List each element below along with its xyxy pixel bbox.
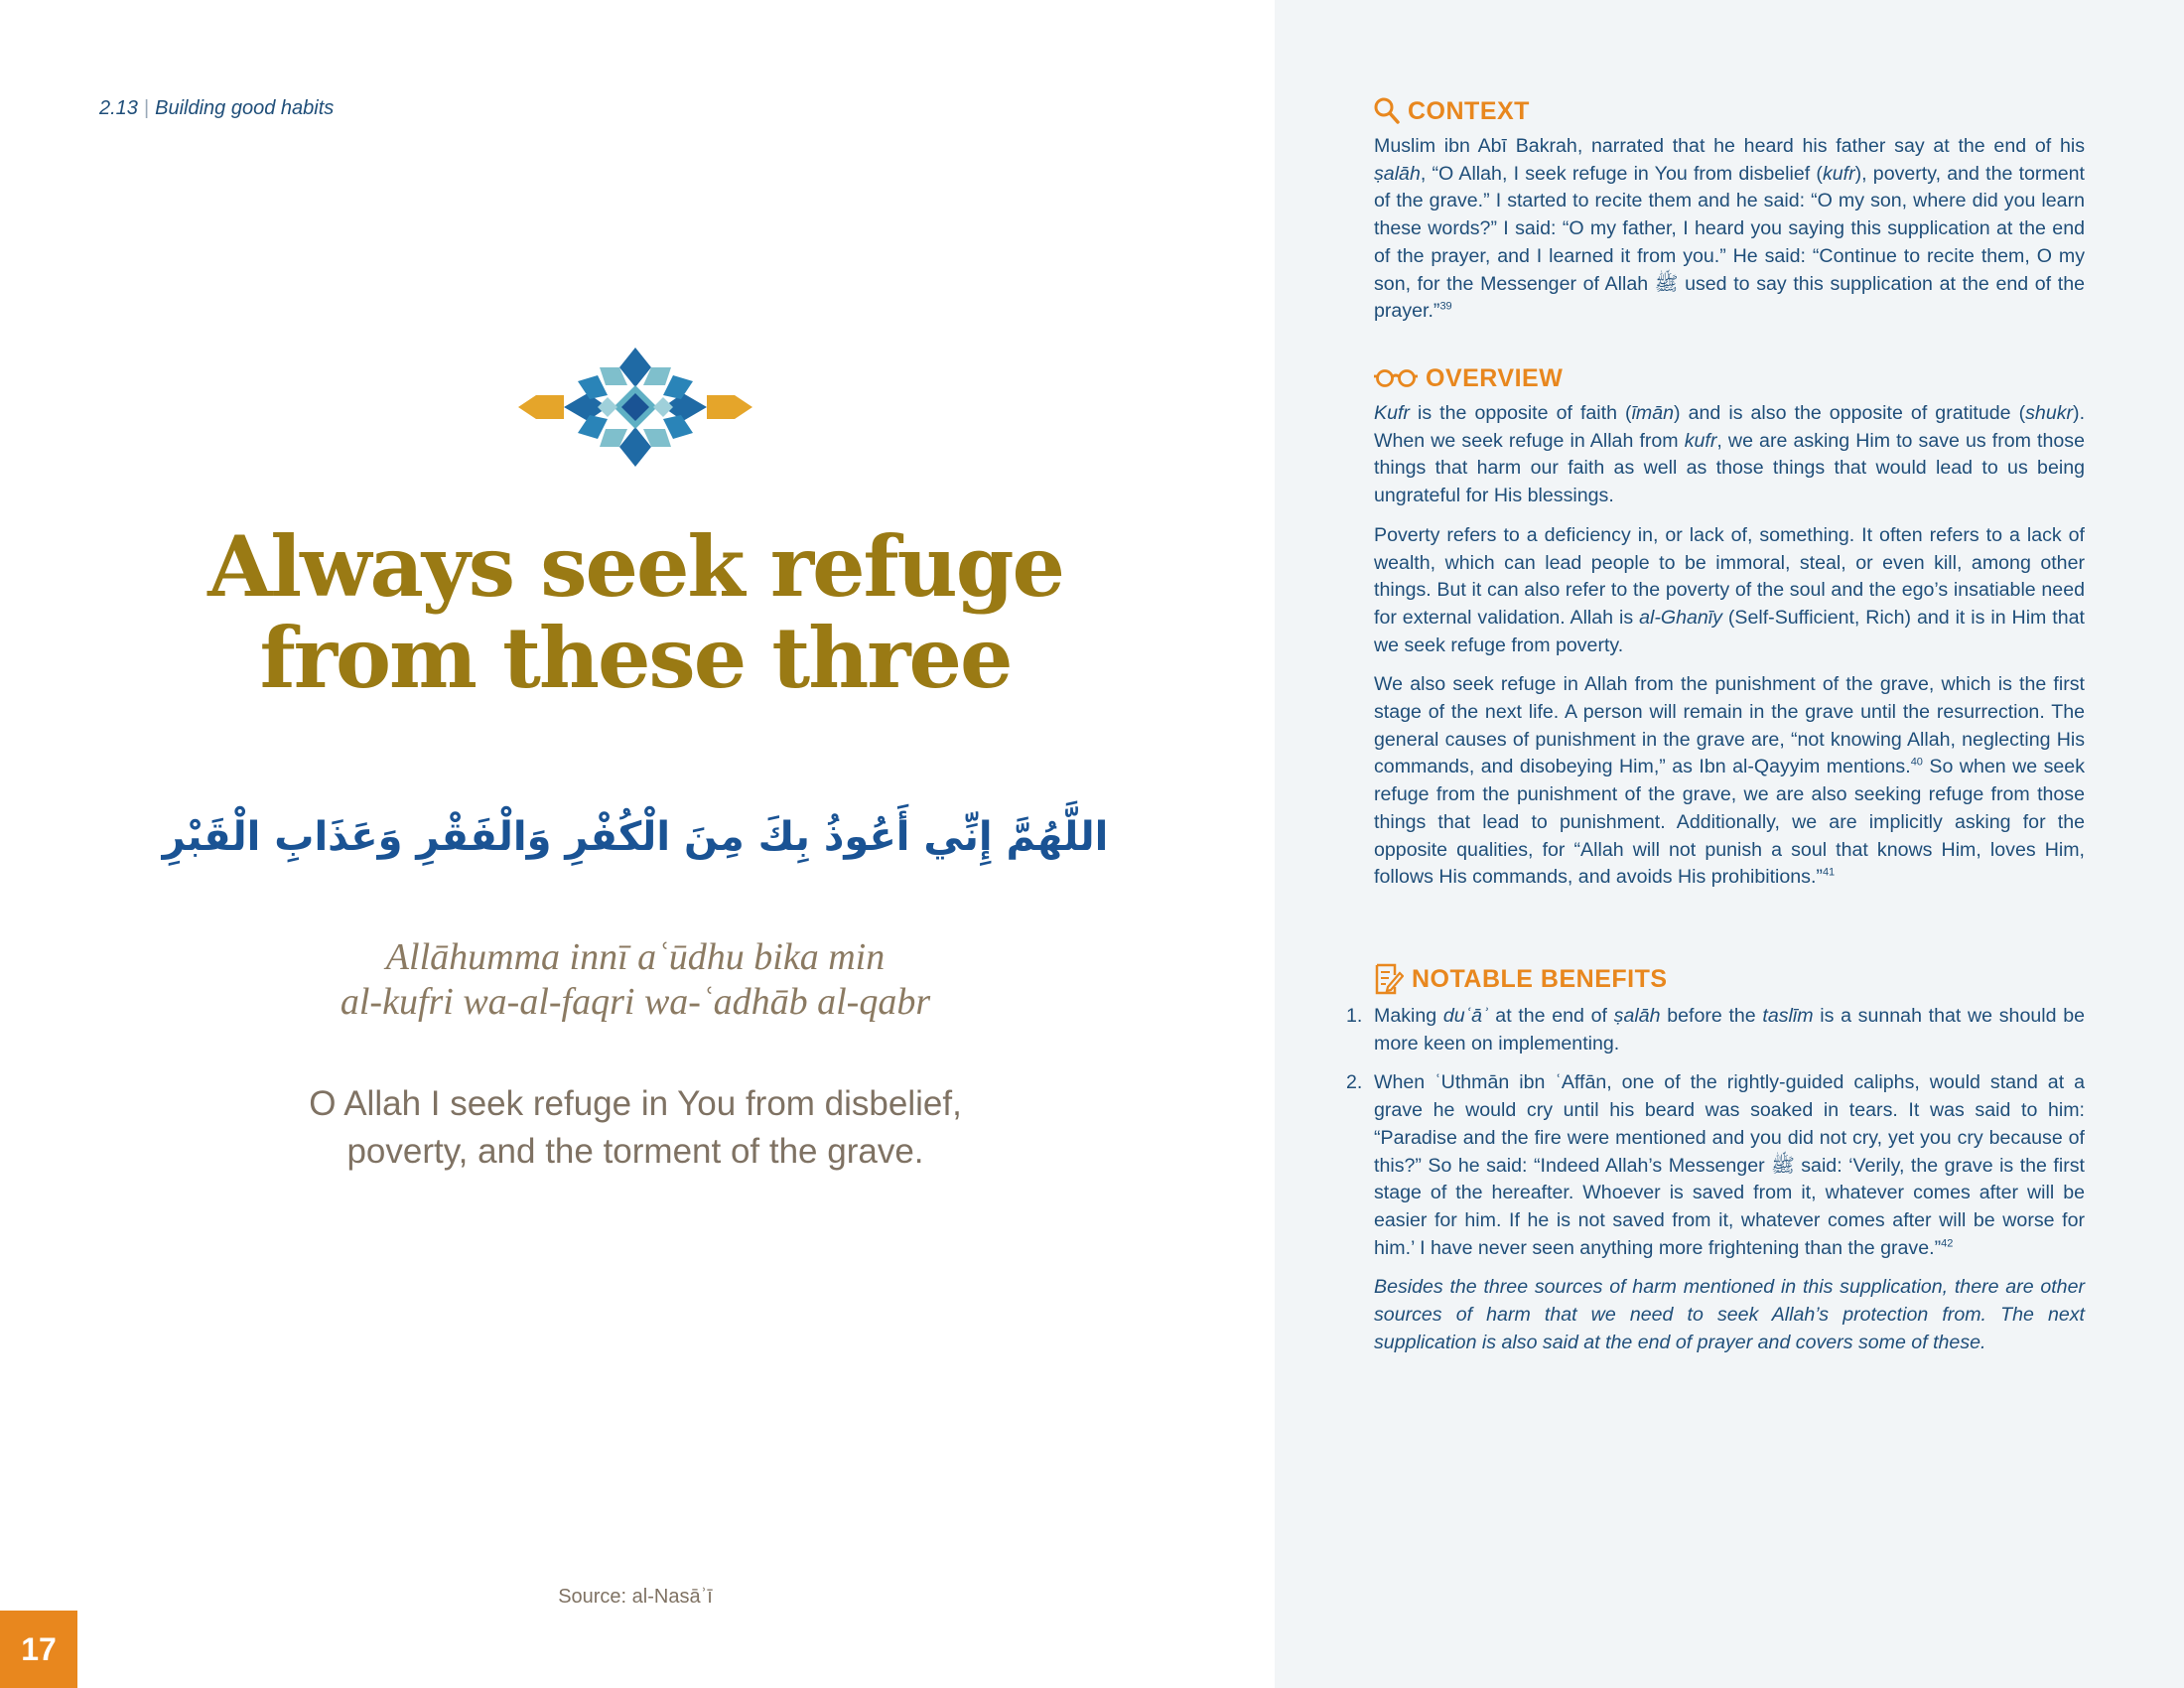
- page-title: [159, 517, 1112, 707]
- separator: |: [143, 97, 150, 119]
- notepad-icon: [1374, 963, 1404, 995]
- title-line-1: Always seek refuge: [207, 517, 1063, 616]
- overview-heading: OVERVIEW: [1426, 363, 1564, 392]
- magnifier-icon: [1374, 97, 1400, 125]
- geometric-ornament-icon: [516, 348, 754, 467]
- benefits-header: [1374, 963, 2085, 995]
- overview-paragraph-3: We also seek refuge in Allah from the punishment of the grave, which is the first stage of the next life. A person will remain in the grave until the resurrection. The general causes of punishment in the grave are, “not knowing Allah, neglecting His commands, and disobeying Him,” as Ibn al-Qayyim mentions.$^{40}$ So when we seek refuge from the punishment of the grave, we are also seeking refuge from those things that lead to punishment. Additionally, we are implicitly asking for the opposite qualities, for “Allah will not punish a soul that knows Him, loves Him, follows His commands, and avoids His prohibitions.”$^{41}$: [1374, 673, 2085, 889]
- list-item: 2. When ʿUthmān ibn ʿAffān, one of the rightly-guided caliphs, would stand at a grave he would cry until his beard was soaked in tears. It was said to him: “Paradise and the fire were mentioned and you did not cry, yet you cry because of this?” So he said: “Indeed Allah’s Messenger ﷺ said: ‘Verily, the grave is the first stage of the hereafter. Whoever is saved from it, whatever comes after will be easier for him. If he is not saved from it, whatever comes after will be worse for him.’ I have never seen anything more frightening than the grave.”$^{42}$: [1346, 1071, 2085, 1259]
- benefits-heading: NOTABLE BENEFITS: [1412, 964, 1668, 993]
- running-head: [99, 97, 334, 120]
- list-number: 1.: [1346, 1005, 1363, 1027]
- translation-line-2: poverty, and the torment of the grave.: [346, 1132, 924, 1171]
- arabic-supplication: اللَّهُمَّ إِنِّي أَعُوذُ بِكَ مِنَ الْكُفْرِ وَالْفَقْرِ وَعَذَابِ الْقَبْرِ: [162, 814, 1109, 860]
- overview-paragraph-2: Poverty refers to a deficiency in, or lack of, something. It often refers to a lack of wealth, which can lead people to be immoral, steal, or even kill, among other things. But it can also refer to the poverty of the soul and the ego’s insatiable need for external validation. Allah is al-Ghanīy (Self-Sufficient, Rich) and it is in Him that we seek refuge from poverty.: [1374, 523, 2085, 656]
- source-citation: Source: al-Nasāʾī: [558, 1586, 713, 1608]
- footnote-ref: 40: [1910, 756, 1923, 769]
- benefits-list: [1346, 1003, 2085, 1262]
- translation-line-1: O Allah I seek refuge in You from disbelief,: [309, 1084, 962, 1123]
- context-header: [1374, 95, 2085, 127]
- closing-note: Besides the three sources of harm mentioned in this supplication, there are other sources of harm that we need to seek Allah’s protection from. The next supplication is also said at the end of prayer and covers some of these.: [1374, 1276, 2085, 1353]
- context-heading: CONTEXT: [1408, 96, 1530, 125]
- title-line-2: from these three: [259, 609, 1012, 707]
- context-section: [1374, 95, 2085, 326]
- section-number: 2.13: [99, 97, 138, 119]
- footnote-ref: 42: [1941, 1237, 1954, 1250]
- overview-paragraph-1: Kufr is the opposite of faith (īmān) and is also the opposite of gratitude (shukr). When we seek refuge in Allah from kufr, we are asking Him to save us from those things that harm our faith as well as those things that would lead to us being ungrateful for His blessings.: [1374, 402, 2086, 507]
- section-title: Building good habits: [155, 97, 335, 119]
- list-number: 2.: [1346, 1071, 1363, 1094]
- context-paragraph: Muslim ibn Abī Bakrah, narrated that he heard his father say at the end of his ṣalāh, “O Allah, I seek refuge in You from disbelief (kufr), poverty, and the torment of the grave.” I started to recite them and he said: “O my son, where did you learn these words?” I said: “O my father, I heard you saying this supplication at the end of the prayer, and I learned it from you.” He said: “Continue to recite them, O my son, for the Messenger of Allah ﷺ used to say this supplication at the end of the prayer.”$^{39}$: [1374, 135, 2086, 323]
- benefits-section: [1346, 963, 2085, 1356]
- overview-header: [1374, 362, 2085, 394]
- footnote-ref: 39: [1439, 300, 1452, 313]
- page-number: 17: [0, 1611, 77, 1688]
- overview-section: [1374, 362, 2085, 892]
- translation: [159, 1080, 1112, 1176]
- glasses-icon: [1374, 367, 1418, 389]
- list-item: 1. Making duʿāʾ at the end of ṣalāh before the taslīm is a sunnah that we should be more keen on implementing.: [1346, 1005, 2085, 1055]
- footnote-ref: 41: [1822, 866, 1836, 879]
- translit-line-1: Allāhumma innī aʿūdhu bika min: [385, 936, 886, 978]
- transliteration: [159, 935, 1112, 1025]
- translit-line-2: al-kufri wa-al-faqri wa-ʿadhāb al-qabr: [340, 981, 931, 1023]
